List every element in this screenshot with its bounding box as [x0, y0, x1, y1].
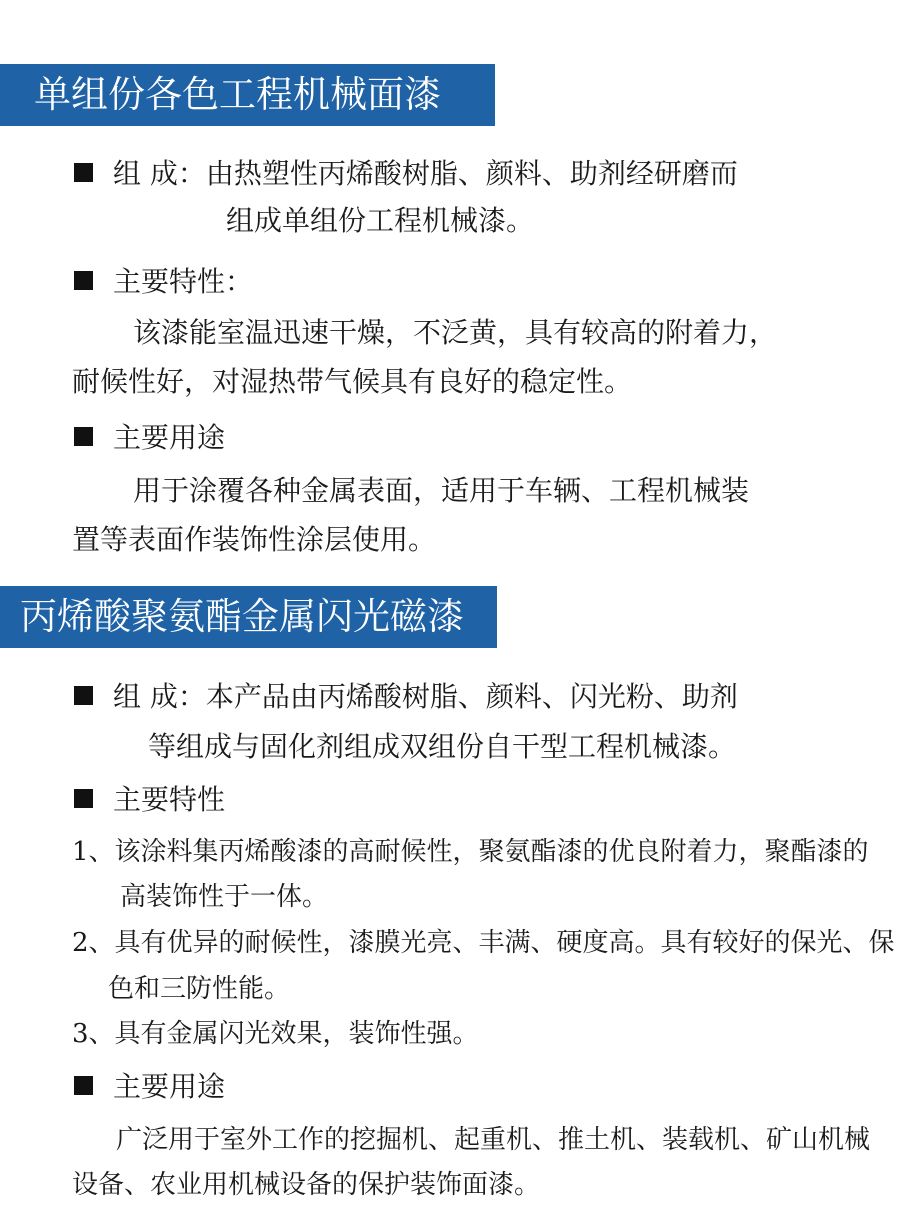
section2-composition-line1: [74, 679, 738, 715]
section1-uses-line1: 用于涂覆各种金属表面，适用于车辆、工程机械装: [133, 474, 750, 507]
square-bullet-icon: [74, 163, 93, 182]
section1-properties-line1: 该漆能室温迅速干燥，不泛黄，具有较高的附着力，: [133, 316, 778, 349]
section2-properties-heading-row: [74, 782, 225, 818]
section2-composition-text1: 本产品由丙烯酸树脂、颜料、闪光粉、助剂: [205, 680, 738, 713]
section2-composition-line2: 等组成与固化剂组成双组份自干型工程机械漆。: [148, 730, 737, 763]
section1-composition-line1: [74, 156, 738, 192]
section2-composition-label: 组 成：: [113, 680, 206, 713]
section1-uses-line2: 置等表面作装饰性涂层使用。: [72, 523, 437, 556]
square-bullet-icon: [74, 1076, 93, 1095]
section2-uses-heading-row: [74, 1069, 225, 1105]
section2-title: 丙烯酸聚氨酯金属闪光磁漆: [20, 595, 464, 638]
section2-item2-line1: 2、具有优异的耐候性，漆膜光亮、丰满、硬度高。具有较好的保光、保: [72, 928, 895, 958]
section1-uses-heading: 主要用途: [113, 421, 226, 454]
section2-uses-heading: 主要用途: [113, 1070, 226, 1103]
section1-composition-line2: 组成单组份工程机械漆。: [226, 204, 535, 237]
section2-item3-line1: 3、具有金属闪光效果，装饰性强。: [72, 1019, 479, 1049]
section2-uses-line1: 广泛用于室外工作的挖掘机、起重机、推土机、装载机、矿山机械: [116, 1125, 871, 1155]
section2-title-banner: [0, 586, 497, 648]
section1-composition-label: 组 成：: [113, 157, 206, 190]
section2-item1-line1: 1、该涂料集丙烯酸漆的高耐候性，聚氨酯漆的优良附着力，聚酯漆的: [72, 837, 869, 867]
section1-title: 单组份各色工程机械面漆: [34, 73, 441, 116]
section1-title-banner: [0, 64, 495, 126]
square-bullet-icon: [74, 427, 93, 446]
square-bullet-icon: [74, 686, 93, 705]
section2-properties-heading: 主要特性: [113, 783, 226, 816]
section2-uses-line2: 设备、农业用机械设备的保护装饰面漆。: [72, 1170, 541, 1200]
section1-properties-line2: 耐候性好，对湿热带气候具有良好的稳定性。: [72, 365, 633, 398]
square-bullet-icon: [74, 271, 93, 290]
section1-properties-heading: 主要特性：: [113, 265, 254, 298]
section2-item1-line2: 高装饰性于一体。: [120, 882, 329, 912]
section1-properties-heading-row: [74, 264, 253, 300]
section2-item2-line2: 色和三防性能。: [108, 974, 291, 1004]
section1-composition-text1: 由热塑性丙烯酸树脂、颜料、助剂经研磨而: [205, 157, 738, 190]
square-bullet-icon: [74, 789, 93, 808]
section1-uses-heading-row: [74, 420, 225, 456]
